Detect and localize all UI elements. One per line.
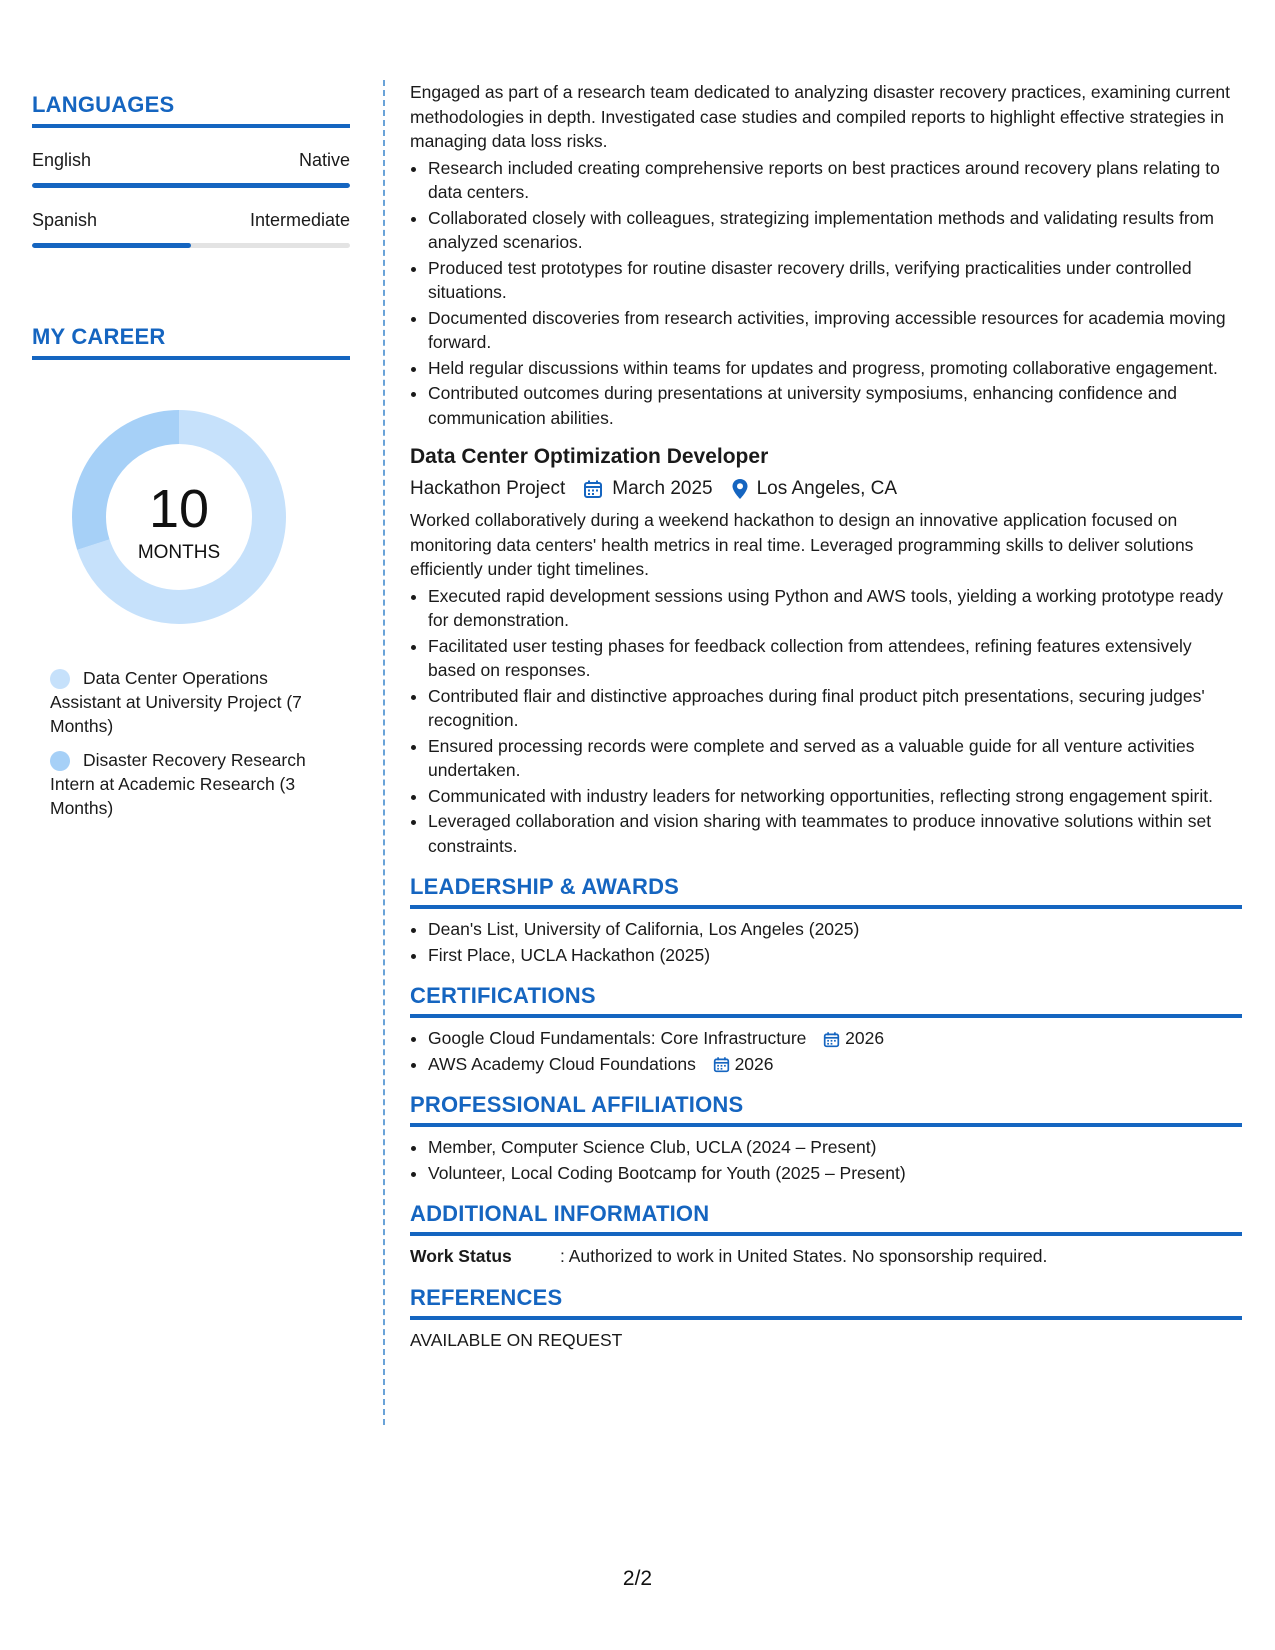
- calendar-icon: [713, 1056, 730, 1073]
- job-location: Los Angeles, CA: [756, 478, 898, 499]
- legend-dot-icon: [50, 751, 70, 771]
- language-spanish: [32, 210, 350, 248]
- award-item: • Dean's List, University of California, Los Angeles (2025): [428, 917, 1242, 942]
- job-meta: [410, 476, 1242, 502]
- work-status-row: [410, 1244, 1242, 1269]
- career-total-unit: MONTHS: [137, 542, 221, 563]
- left-column: [32, 92, 350, 830]
- certification-year: 2026: [845, 1028, 885, 1048]
- language-name: English: [32, 150, 92, 170]
- bullet-item: • Documented discoveries from research activities, improving accessible resources for academia moving forward.: [428, 306, 1242, 355]
- bullet-item: • Contributed flair and distinctive approaches during final product pitch presentations, securing judges' recognition.: [428, 684, 1242, 733]
- language-proficiency-bar: [32, 243, 350, 248]
- career-donut-chart: [66, 404, 292, 630]
- language-level: Intermediate: [249, 210, 350, 230]
- career-total-value: 10: [148, 479, 210, 539]
- bullet-item: • Ensured processing records were complete and served as a valuable guide for all venture activities undertaken.: [428, 734, 1242, 783]
- column-divider: [383, 80, 385, 1425]
- calendar-icon: [823, 1031, 840, 1048]
- career-legend-label: Disaster Recovery Research Intern at Academic Research (3 Months): [50, 750, 306, 818]
- language-level: Native: [298, 150, 350, 170]
- language-english: [32, 150, 350, 188]
- language-proficiency-fill: [32, 243, 191, 248]
- certification-year: 2026: [734, 1053, 774, 1074]
- bullet-item: • Communicated with industry leaders for networking opportunities, reflecting strong engagement spirit.: [428, 784, 1242, 809]
- page-number: 2/2: [622, 1567, 653, 1590]
- affiliations-heading: PROFESSIONAL AFFILIATIONS: [410, 1090, 1242, 1127]
- job-title: Data Center Optimization Developer: [410, 445, 769, 468]
- career-heading: MY CAREER: [32, 324, 350, 360]
- affiliation-item: • Volunteer, Local Coding Bootcamp for Youth (2025 – Present): [428, 1161, 1242, 1186]
- career-legend: [32, 666, 340, 820]
- certification-name: Google Cloud Fundamentals: Core Infrastructure: [428, 1028, 807, 1048]
- bullet-item: • Leveraged collaboration and vision sharing with teammates to produce innovative solutions within set constraints.: [428, 809, 1242, 858]
- references-text: AVAILABLE ON REQUEST: [410, 1329, 623, 1350]
- certification-name: AWS Academy Cloud Foundations: [428, 1053, 696, 1074]
- bullet-item: • Contributed outcomes during presentations at university symposiums, enhancing confidence and communication abilities.: [428, 381, 1242, 430]
- location-pin-icon: [731, 478, 749, 500]
- legend-dot-icon: [50, 669, 70, 689]
- experience-bullets: [410, 584, 1242, 859]
- references-heading: REFERENCES: [410, 1283, 1242, 1320]
- work-status-label: Work Status: [410, 1246, 512, 1266]
- experience-summary: Worked collaboratively during a weekend hackathon to design an innovative application focused on monitoring data centers' health metrics in real time. Leveraged programming skills to deliver solutions efficiently under tight timelines.: [410, 510, 1194, 579]
- language-proficiency-bar: [32, 183, 350, 188]
- bullet-item: • Facilitated user testing phases for feedback collection from attendees, refining features extensively based on responses.: [428, 634, 1242, 683]
- affiliations-list: [410, 1135, 1242, 1185]
- certification-item: [428, 1052, 1242, 1077]
- language-name: Spanish: [32, 210, 98, 230]
- bullet-item: • Collaborated closely with colleagues, strategizing implementation methods and validating results from analyzed scenarios.: [428, 206, 1242, 255]
- leadership-heading: LEADERSHIP & AWARDS: [410, 872, 1242, 909]
- job-company: Hackathon Project: [410, 478, 566, 499]
- award-item: • First Place, UCLA Hackathon (2025): [428, 943, 1242, 968]
- bullet-item: • Held regular discussions within teams for updates and progress, promoting collaborative engagement.: [428, 356, 1242, 381]
- experience-summary: Engaged as part of a research team dedicated to analyzing disaster recovery practices, examining current methodologies in depth. Investigated case studies and compiled reports to highlight effective strategies in managing data loss risks.: [410, 82, 1231, 151]
- job-date: March 2025: [612, 478, 713, 499]
- career-legend-item: [50, 748, 340, 820]
- work-status-value: : Authorized to work in United States. No sponsorship required.: [560, 1246, 1048, 1266]
- experience-bullets: [410, 156, 1242, 431]
- affiliation-item: • Member, Computer Science Club, UCLA (2024 – Present): [428, 1135, 1242, 1160]
- bullet-item: • Research included creating comprehensive reports on best practices around recovery plans relating to data centers.: [428, 156, 1242, 205]
- languages-heading: LANGUAGES: [32, 92, 350, 128]
- bullet-item: • Executed rapid development sessions using Python and AWS tools, yielding a working prototype ready for demonstration.: [428, 584, 1242, 633]
- certifications-list: [410, 1026, 1242, 1076]
- bullet-item: • Produced test prototypes for routine disaster recovery drills, verifying practicalities under controlled situations.: [428, 256, 1242, 305]
- right-column: [410, 80, 1242, 1352]
- calendar-icon: [583, 479, 603, 499]
- additional-info-heading: ADDITIONAL INFORMATION: [410, 1199, 1242, 1236]
- certifications-heading: CERTIFICATIONS: [410, 981, 1242, 1018]
- career-legend-item: [50, 666, 340, 738]
- career-legend-label: Data Center Operations Assistant at University Project (7 Months): [50, 668, 302, 736]
- language-proficiency-fill: [32, 183, 350, 188]
- leadership-list: [410, 917, 1242, 967]
- certification-item: [428, 1026, 1242, 1051]
